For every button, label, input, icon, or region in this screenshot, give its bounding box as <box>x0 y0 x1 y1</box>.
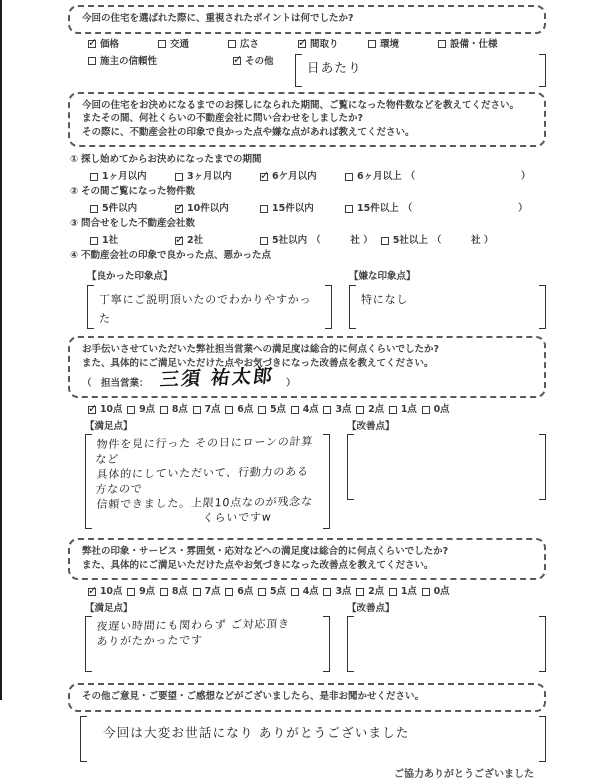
item-number: ③ <box>70 218 79 229</box>
question-1-title: 今回の住宅を選ばれた際に、重視されたポイントは何でしたか? <box>82 13 354 24</box>
item-label: 探し始めてからお決めになったまでの期間 <box>81 154 262 165</box>
score-checkbox-option[interactable] <box>422 403 450 416</box>
checkbox-label: 5社以上 <box>392 235 428 246</box>
scan-edge-line <box>0 0 2 700</box>
handwritten-good-impression: 丁寧にご説明頂いたのでわかりやすかった <box>99 293 312 325</box>
checkbox-label: 施主の信頼性 <box>100 55 158 67</box>
score-checkbox-option[interactable] <box>127 585 155 598</box>
item-label: 問合せをした不動産会社数 <box>81 218 196 229</box>
handwritten-line: くらいですw <box>202 510 273 525</box>
checkbox-option[interactable] <box>345 170 530 183</box>
checkbox-option[interactable] <box>88 38 152 51</box>
question-2-line-3: その際に、不動産会社の印象で良かった点や嫌な点があれば教えてください。 <box>82 126 415 138</box>
checkbox-icon <box>88 406 96 414</box>
item-2-options <box>90 202 546 215</box>
score-label: 4点 <box>302 586 319 597</box>
question-1-options <box>88 38 546 87</box>
other-answer-area[interactable] <box>295 54 546 87</box>
option-paren-blank: （ 社 ） <box>311 235 373 246</box>
score-label: 5点 <box>270 404 286 415</box>
checkbox-icon <box>298 40 306 48</box>
checkbox-label: その他 <box>245 55 274 67</box>
checkbox-label: 6ヶ月以上 <box>357 171 402 182</box>
question-box-3 <box>68 336 546 398</box>
checkbox-icon <box>323 588 331 596</box>
checkbox-option[interactable] <box>438 38 502 51</box>
bracket-right <box>539 285 546 329</box>
good-impression-answer-area[interactable] <box>87 285 332 329</box>
q4-score-row <box>88 585 546 598</box>
checkbox-icon <box>228 40 236 48</box>
q4-improve-answer-area[interactable] <box>347 616 546 672</box>
option-paren-blank: （ ） <box>405 171 531 182</box>
checkbox-icon <box>258 588 266 596</box>
bracket-left <box>85 434 92 529</box>
bracket-left <box>85 616 92 672</box>
checkbox-icon <box>88 57 96 65</box>
checkbox-icon <box>127 406 135 414</box>
checkbox-icon <box>193 588 201 596</box>
q1-option-row-1 <box>88 38 546 51</box>
handwritten-other-note: 日あたり <box>307 59 362 75</box>
score-checkbox-option[interactable] <box>422 585 450 598</box>
checkbox-icon <box>193 406 201 414</box>
checkbox-option[interactable] <box>260 202 337 215</box>
score-label: 5点 <box>270 586 286 597</box>
q3-answer-labels <box>85 418 546 432</box>
checkbox-label: 10件以内 <box>187 203 229 214</box>
satisfy-label: 【満足点】 <box>85 603 133 614</box>
score-label: 9点 <box>139 586 155 597</box>
score-label: 1点 <box>400 404 417 415</box>
handwritten-line: 信頼できました。上限10点なのが残念な <box>95 494 314 511</box>
checkbox-icon <box>291 588 299 596</box>
checkbox-label: 1ヶ月以内 <box>102 171 147 182</box>
handwritten-q4-satisfy <box>92 616 323 672</box>
checkbox-option[interactable] <box>260 170 337 183</box>
handwritten-line: 夜遅い時間にも関わらず ご対応頂き <box>95 617 291 633</box>
score-checkbox-option[interactable] <box>225 403 253 416</box>
checkbox-icon <box>422 588 430 596</box>
checkbox-option[interactable] <box>175 202 252 215</box>
checkbox-icon <box>88 588 96 596</box>
bracket-right <box>323 434 330 529</box>
bracket-right <box>539 434 546 500</box>
question-5-title: その他ご意見・ご要望・ご感想などがございましたら、是非お聞かせください。 <box>82 691 425 702</box>
score-checkbox-option[interactable] <box>291 585 319 598</box>
bad-impression-column <box>349 264 546 329</box>
checkbox-label: 価格 <box>100 38 120 50</box>
checkbox-label: 15件以内 <box>272 203 314 214</box>
q3-answer-columns <box>85 432 546 529</box>
checkbox-icon <box>323 406 331 414</box>
score-checkbox-option[interactable] <box>323 585 351 598</box>
checkbox-label: 設備・仕様 <box>450 38 498 50</box>
impression-columns <box>87 264 546 329</box>
item-3-options <box>90 234 546 247</box>
score-checkbox-option[interactable] <box>88 403 122 416</box>
handwritten-q3-satisfy <box>92 434 323 529</box>
score-label: 0点 <box>433 404 450 415</box>
checkbox-icon <box>356 588 364 596</box>
bracket-right <box>539 716 546 762</box>
score-label: 10点 <box>100 404 123 415</box>
checkbox-icon <box>175 173 183 181</box>
checkbox-label: 6ケ月以内 <box>272 171 317 182</box>
score-label: 0点 <box>433 586 450 597</box>
handwritten-bad-impression: 特になし <box>361 293 409 306</box>
checkbox-icon <box>88 40 96 48</box>
checkbox-icon <box>345 173 353 181</box>
checkbox-icon <box>260 173 268 181</box>
checkbox-option[interactable] <box>368 38 432 51</box>
q1-option-row-2 <box>88 55 546 87</box>
handwritten-line: 物件を見に行った その日にローンの計算など <box>94 434 314 466</box>
question-3-line-2: また、具体的にご満足いただけた点やお気づきになった改善点を教えてください。 <box>82 357 434 369</box>
checkbox-icon <box>389 588 397 596</box>
item-number: ④ <box>70 250 79 261</box>
question-box-2 <box>68 92 546 148</box>
score-label: 6点 <box>237 404 253 415</box>
question-box-4 <box>68 538 546 580</box>
checkbox-label: 1社 <box>102 235 119 246</box>
question-2-items <box>70 153 546 329</box>
q4-answer-labels <box>85 600 546 614</box>
checkbox-icon <box>381 237 389 245</box>
question-2-line-1: 今回の住宅をお決めになるまでのお探しになられた期間、ご覧になった物件数などを教えてください。 <box>82 99 520 111</box>
question-4-line-2: また、具体的にご満足いただけた点やお気づきになった改善点を教えてください。 <box>82 559 434 571</box>
score-checkbox-option[interactable] <box>323 403 351 416</box>
item-number: ② <box>70 186 79 197</box>
option-paren-blank: （ ） <box>402 203 528 214</box>
checkbox-icon <box>160 406 168 414</box>
option-paren-blank: （ 社 ） <box>431 235 494 246</box>
question-3-line-1: お手伝いさせていただいた弊社担当営業への満足度は総合的に何点くらいでしたか? <box>82 344 440 355</box>
improve-label: 【改善点】 <box>347 603 395 614</box>
handwritten-line: 具体的にしていただいて、行動力のある方なので <box>94 465 310 496</box>
checkbox-icon <box>158 40 166 48</box>
score-checkbox-option[interactable] <box>258 403 286 416</box>
bad-impression-label: 【嫌な印象点】 <box>349 271 416 282</box>
checkbox-option[interactable] <box>260 234 373 247</box>
q3-improve-column <box>347 432 546 529</box>
q4-satisfy-column <box>85 614 330 672</box>
score-checkbox-option[interactable] <box>389 585 417 598</box>
checkbox-label: 2社 <box>187 235 204 246</box>
checkbox-option[interactable] <box>228 38 292 51</box>
score-checkbox-option[interactable] <box>193 403 221 416</box>
item-label: 不動産会社の印象で良かった点、悪かった点 <box>81 250 272 261</box>
checkbox-icon <box>225 588 233 596</box>
bracket-right <box>539 54 546 87</box>
good-impression-column <box>87 264 332 329</box>
checkbox-option[interactable] <box>298 38 362 51</box>
question-4-line-1: 弊社の印象・サービス・雰囲気・応対などへの満足度は総合的に何点くらいでしたか? <box>82 546 449 557</box>
checkbox-icon <box>422 406 430 414</box>
score-checkbox-option[interactable] <box>356 403 384 416</box>
score-checkbox-option[interactable] <box>160 403 188 416</box>
checkbox-option[interactable] <box>381 234 494 247</box>
agent-prefix: （ 担当営業： <box>82 377 149 389</box>
score-label: 6点 <box>237 586 253 597</box>
score-label: 2点 <box>368 586 384 597</box>
checkbox-icon <box>389 406 397 414</box>
checkbox-icon <box>225 406 233 414</box>
checkbox-label: 広さ <box>240 38 260 50</box>
bracket-left <box>347 616 354 672</box>
q3-satisfy-column <box>85 432 330 529</box>
bracket-right <box>325 285 332 329</box>
q3-satisfy-answer-area[interactable] <box>85 434 330 529</box>
bad-impression-answer-area[interactable] <box>349 285 546 329</box>
bracket-left <box>87 285 94 329</box>
checkbox-icon <box>90 205 98 213</box>
bracket-left <box>349 285 356 329</box>
q5-answer-area[interactable] <box>80 716 546 762</box>
checkbox-option[interactable] <box>345 202 528 215</box>
item-2-heading <box>70 185 546 198</box>
agent-name-line <box>82 365 532 391</box>
checkbox-option[interactable] <box>90 170 167 183</box>
checkbox-label: 15件以上 <box>357 203 399 214</box>
bracket-right <box>539 616 546 672</box>
bracket-left <box>347 434 354 500</box>
checkbox-icon <box>356 406 364 414</box>
score-label: 7点 <box>204 404 221 415</box>
question-2-line-2: またその間、何社くらいの不動産会社に問い合わせをしましたか? <box>82 113 364 124</box>
score-checkbox-option[interactable] <box>291 403 319 416</box>
checkbox-icon <box>438 40 446 48</box>
checkbox-icon <box>260 237 268 245</box>
score-label: 8点 <box>171 586 188 597</box>
checkbox-icon <box>258 406 266 414</box>
item-4-heading <box>70 249 546 262</box>
checkbox-icon <box>175 237 183 245</box>
checkbox-label: 交通 <box>170 38 190 50</box>
checkbox-label: 間取り <box>310 38 339 50</box>
checkbox-option-other[interactable] <box>233 55 285 68</box>
checkbox-icon <box>233 57 241 65</box>
handwritten-agent-name: 三須 祐太郎 <box>158 365 275 391</box>
bracket-left <box>295 54 302 87</box>
checkbox-option[interactable] <box>90 234 167 247</box>
question-box-1 <box>68 5 546 34</box>
checkbox-icon <box>291 406 299 414</box>
score-label: 3点 <box>335 586 352 597</box>
checkbox-option-trust[interactable] <box>88 55 233 68</box>
checkbox-icon <box>90 173 98 181</box>
q3-score-row <box>88 403 546 416</box>
score-checkbox-option[interactable] <box>160 585 188 598</box>
score-checkbox-option[interactable] <box>88 585 122 598</box>
handwritten-q5-comment: 今回は大変お世話になり ありがとうございました <box>103 724 410 740</box>
q4-answer-columns <box>85 614 546 672</box>
score-label: 1点 <box>400 586 417 597</box>
question-box-5 <box>68 683 546 712</box>
checkbox-icon <box>368 40 376 48</box>
score-label: 2点 <box>368 404 384 415</box>
checkbox-icon <box>90 237 98 245</box>
checkbox-option[interactable] <box>175 234 252 247</box>
checkbox-label: 5件以内 <box>102 203 138 214</box>
checkbox-option[interactable] <box>158 38 222 51</box>
score-checkbox-option[interactable] <box>356 585 384 598</box>
thank-you-note: ご協力ありがとうございました <box>394 768 534 780</box>
checkbox-option[interactable] <box>175 170 252 183</box>
improve-label: 【改善点】 <box>347 421 395 432</box>
checkbox-icon <box>160 588 168 596</box>
score-label: 10点 <box>100 586 123 597</box>
score-label: 8点 <box>171 404 188 415</box>
score-checkbox-option[interactable] <box>258 585 286 598</box>
item-1-heading <box>70 153 546 166</box>
satisfy-label: 【満足点】 <box>85 421 133 432</box>
checkbox-label: 5社以内 <box>272 235 308 246</box>
questionnaire-form <box>68 0 546 780</box>
score-label: 3点 <box>335 404 352 415</box>
score-label: 7点 <box>204 586 221 597</box>
good-impression-label: 【良かった印象点】 <box>87 271 173 282</box>
item-number: ① <box>70 154 79 165</box>
agent-suffix: ） <box>286 377 296 389</box>
bracket-right <box>323 616 330 672</box>
checkbox-icon <box>127 588 135 596</box>
score-checkbox-option[interactable] <box>389 403 417 416</box>
score-label: 4点 <box>302 404 319 415</box>
checkbox-option[interactable] <box>90 202 167 215</box>
item-1-options <box>90 170 546 183</box>
score-label: 9点 <box>139 404 155 415</box>
q4-satisfy-answer-area[interactable] <box>85 616 330 672</box>
checkbox-icon <box>345 205 353 213</box>
checkbox-label: 環境 <box>380 38 400 50</box>
handwritten-line: ありがたかったです <box>95 633 204 648</box>
q4-improve-column <box>347 614 546 672</box>
checkbox-icon <box>175 205 183 213</box>
item-label: その間ご覧になった物件数 <box>81 186 196 197</box>
q3-improve-answer-area[interactable] <box>347 434 546 500</box>
bracket-left <box>80 716 87 762</box>
score-checkbox-option[interactable] <box>225 585 253 598</box>
checkbox-label: 3ヶ月以内 <box>187 171 232 182</box>
checkbox-icon <box>260 205 268 213</box>
score-checkbox-option[interactable] <box>193 585 221 598</box>
score-checkbox-option[interactable] <box>127 403 155 416</box>
item-3-heading <box>70 217 546 230</box>
